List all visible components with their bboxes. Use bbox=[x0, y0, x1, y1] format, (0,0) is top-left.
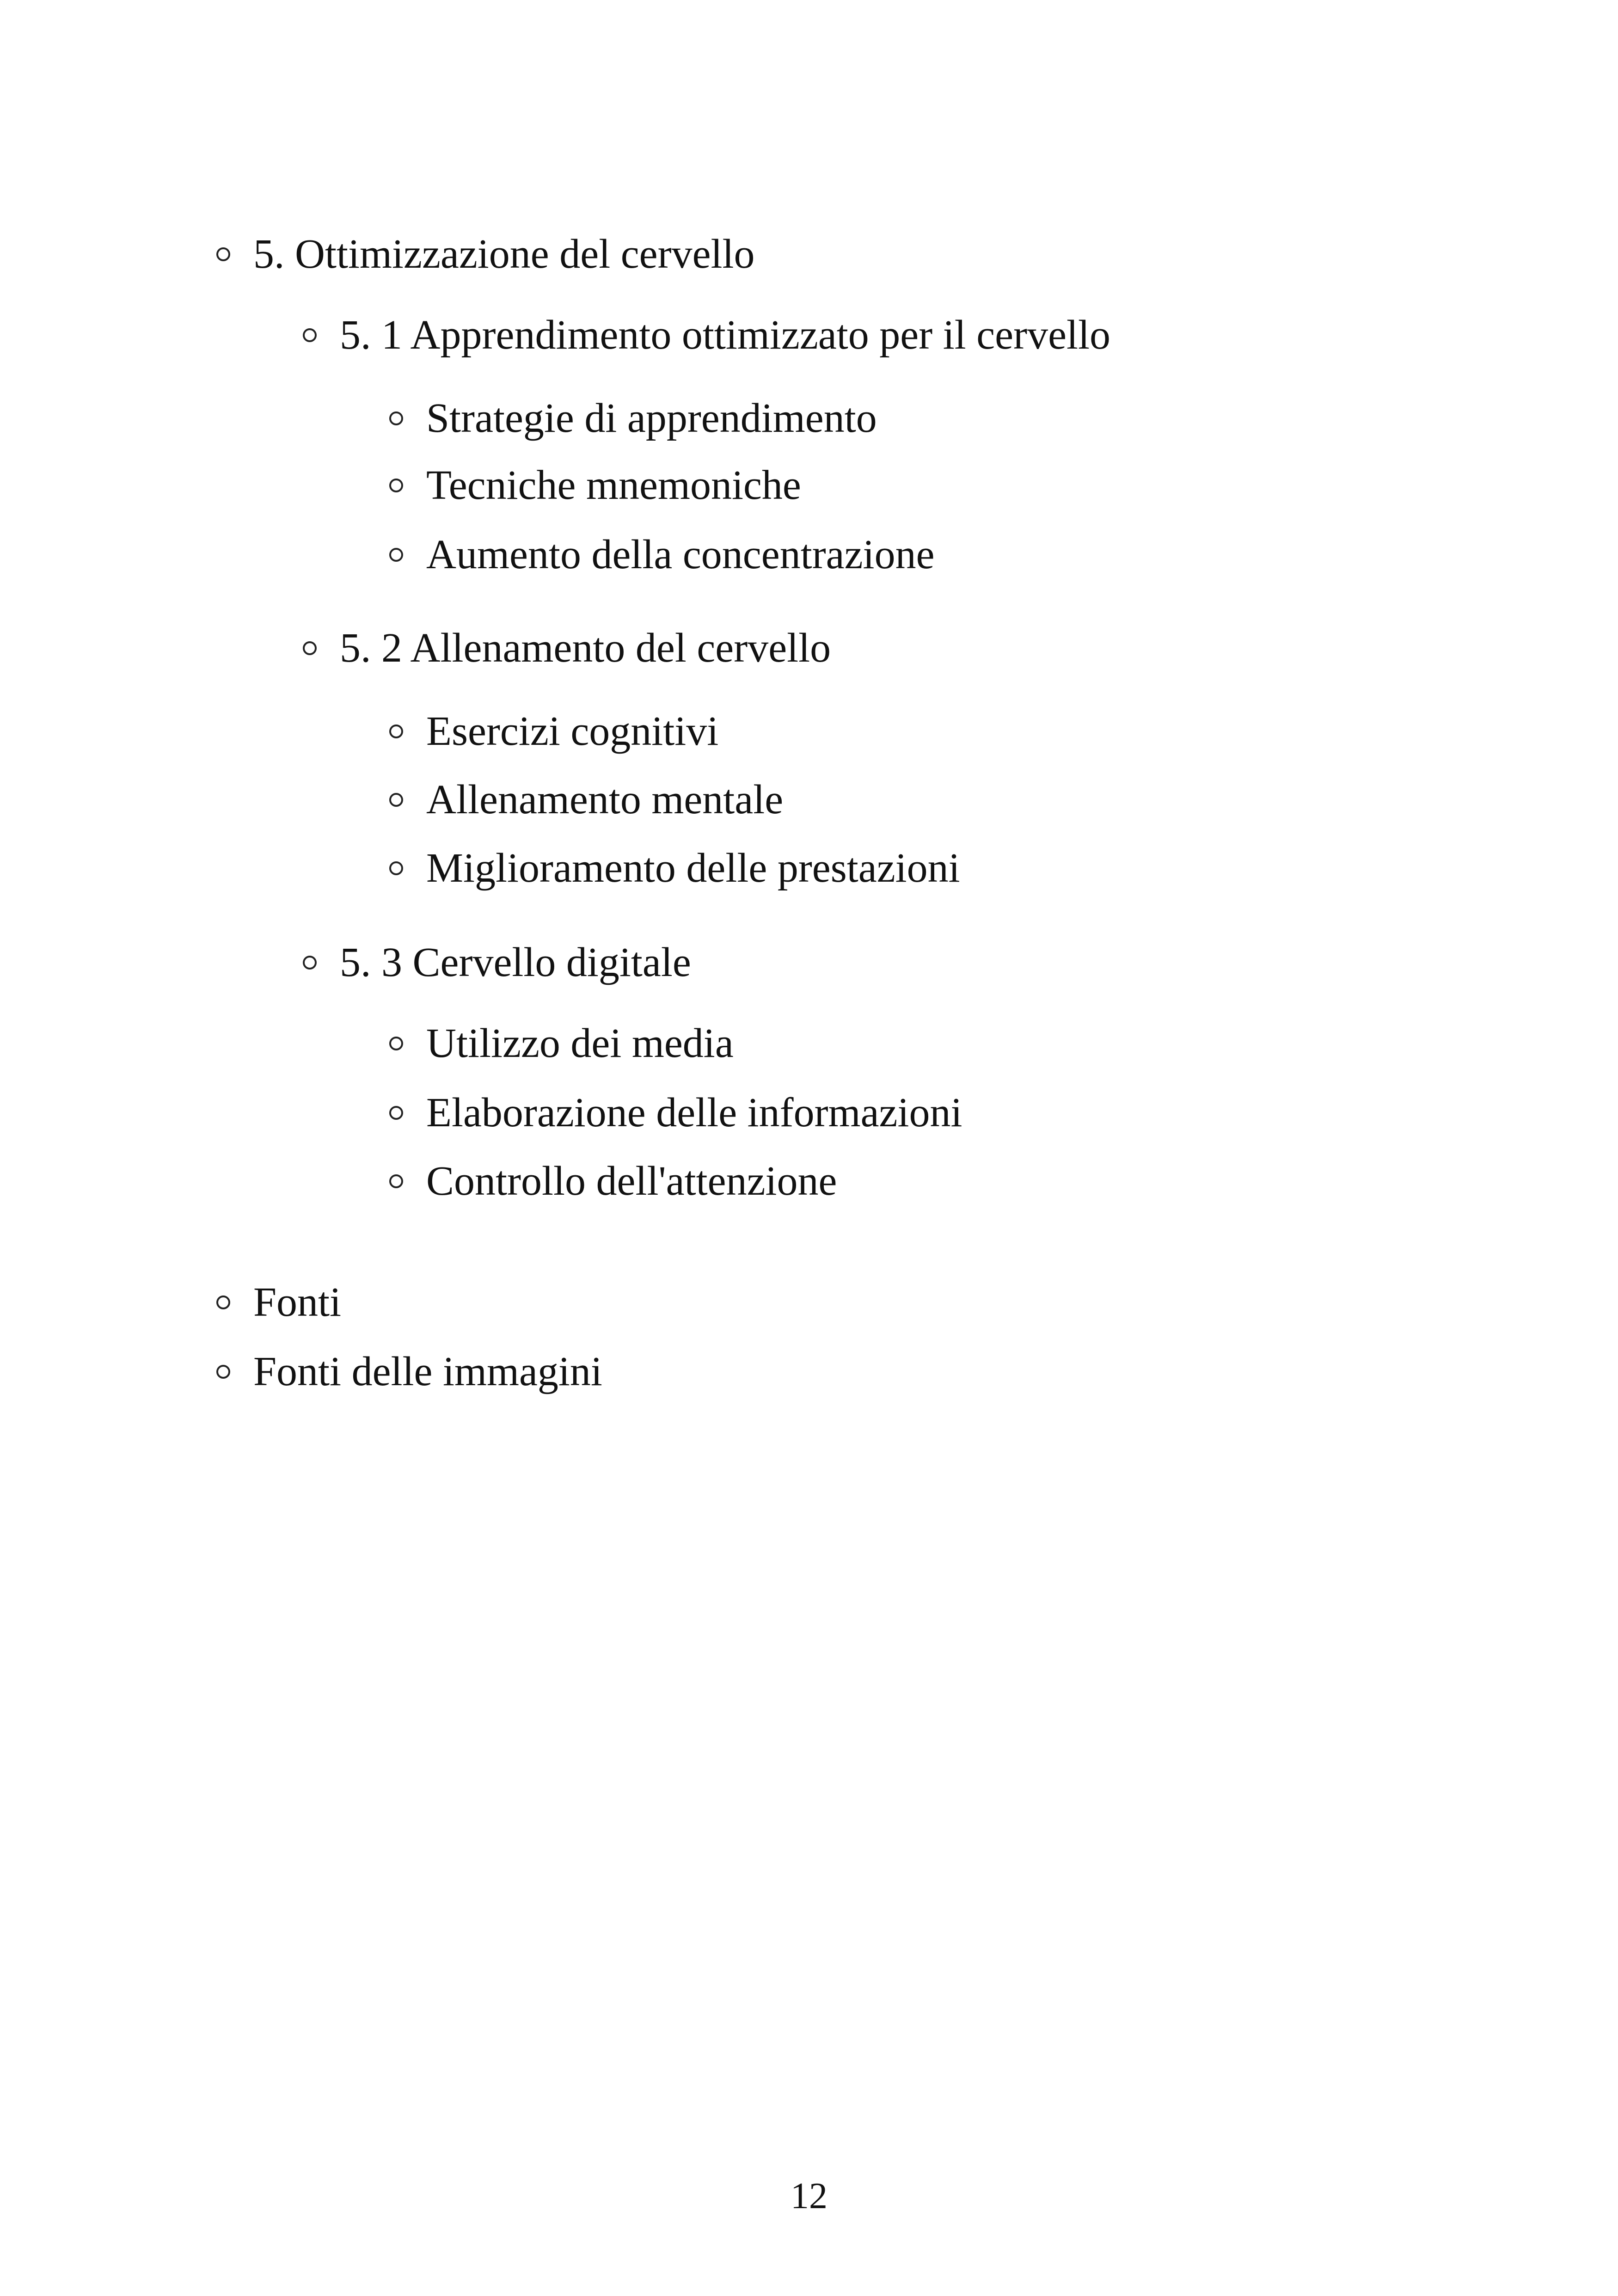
toc-entry-miglioramento bbox=[389, 845, 960, 891]
toc-entry-label: Strategie di apprendimento bbox=[426, 395, 877, 441]
circle-bullet-icon bbox=[389, 793, 403, 807]
circle-bullet-icon bbox=[389, 1174, 403, 1188]
circle-bullet-icon bbox=[389, 479, 403, 492]
toc-entry-tecniche bbox=[389, 462, 801, 509]
toc-entry-utilizzo bbox=[389, 1020, 734, 1067]
toc-entry-section-5-1 bbox=[303, 312, 1110, 358]
toc-entry-label: 5. Ottimizzazione del cervello bbox=[253, 231, 755, 277]
toc-entry-label: 5. 1 Apprendimento ottimizzato per il cervello bbox=[340, 312, 1111, 358]
toc-entry-controllo bbox=[389, 1158, 837, 1204]
toc-entry-label: Fonti bbox=[253, 1279, 342, 1325]
circle-bullet-icon bbox=[216, 1295, 230, 1309]
toc-entry-fonti-immagini bbox=[216, 1349, 602, 1395]
circle-bullet-icon bbox=[389, 1106, 403, 1120]
toc-entry-aumento bbox=[389, 532, 935, 578]
circle-bullet-icon bbox=[389, 1037, 403, 1050]
circle-bullet-icon bbox=[303, 328, 317, 342]
toc-entry-label: 5. 3 Cervello digitale bbox=[340, 939, 691, 985]
toc-entry-label: Utilizzo dei media bbox=[426, 1020, 734, 1066]
toc-entry-section-5-3 bbox=[303, 939, 691, 986]
circle-bullet-icon bbox=[389, 724, 403, 738]
circle-bullet-icon bbox=[216, 1365, 230, 1379]
circle-bullet-icon bbox=[303, 641, 317, 655]
toc-entry-label: Tecniche mnemoniche bbox=[426, 462, 801, 508]
circle-bullet-icon bbox=[216, 247, 230, 261]
circle-bullet-icon bbox=[389, 411, 403, 425]
toc-entry-allenamento-mentale bbox=[389, 777, 783, 823]
toc-entry-label: Fonti delle immagini bbox=[253, 1349, 602, 1394]
toc-entry-fonti bbox=[216, 1279, 341, 1326]
toc-entry-label: 5. 2 Allenamento del cervello bbox=[340, 625, 831, 671]
toc-entry-label: Elaborazione delle informazioni bbox=[426, 1090, 962, 1136]
toc-entry-esercizi bbox=[389, 708, 718, 755]
toc-entry-section-5-2 bbox=[303, 625, 831, 671]
page-number: 12 bbox=[791, 2176, 827, 2216]
toc-entry-section-5 bbox=[216, 231, 755, 277]
toc-entry-label: Miglioramento delle prestazioni bbox=[426, 845, 960, 891]
toc-entry-elaborazione bbox=[389, 1090, 962, 1136]
toc-entry-strategie bbox=[389, 395, 877, 442]
circle-bullet-icon bbox=[389, 548, 403, 562]
toc-entry-label: Aumento della concentrazione bbox=[426, 532, 935, 577]
circle-bullet-icon bbox=[389, 861, 403, 875]
toc-entry-label: Esercizi cognitivi bbox=[426, 708, 719, 754]
toc-entry-label: Allenamento mentale bbox=[426, 777, 784, 823]
toc-entry-label: Controllo dell'attenzione bbox=[426, 1158, 837, 1204]
circle-bullet-icon bbox=[303, 956, 317, 970]
